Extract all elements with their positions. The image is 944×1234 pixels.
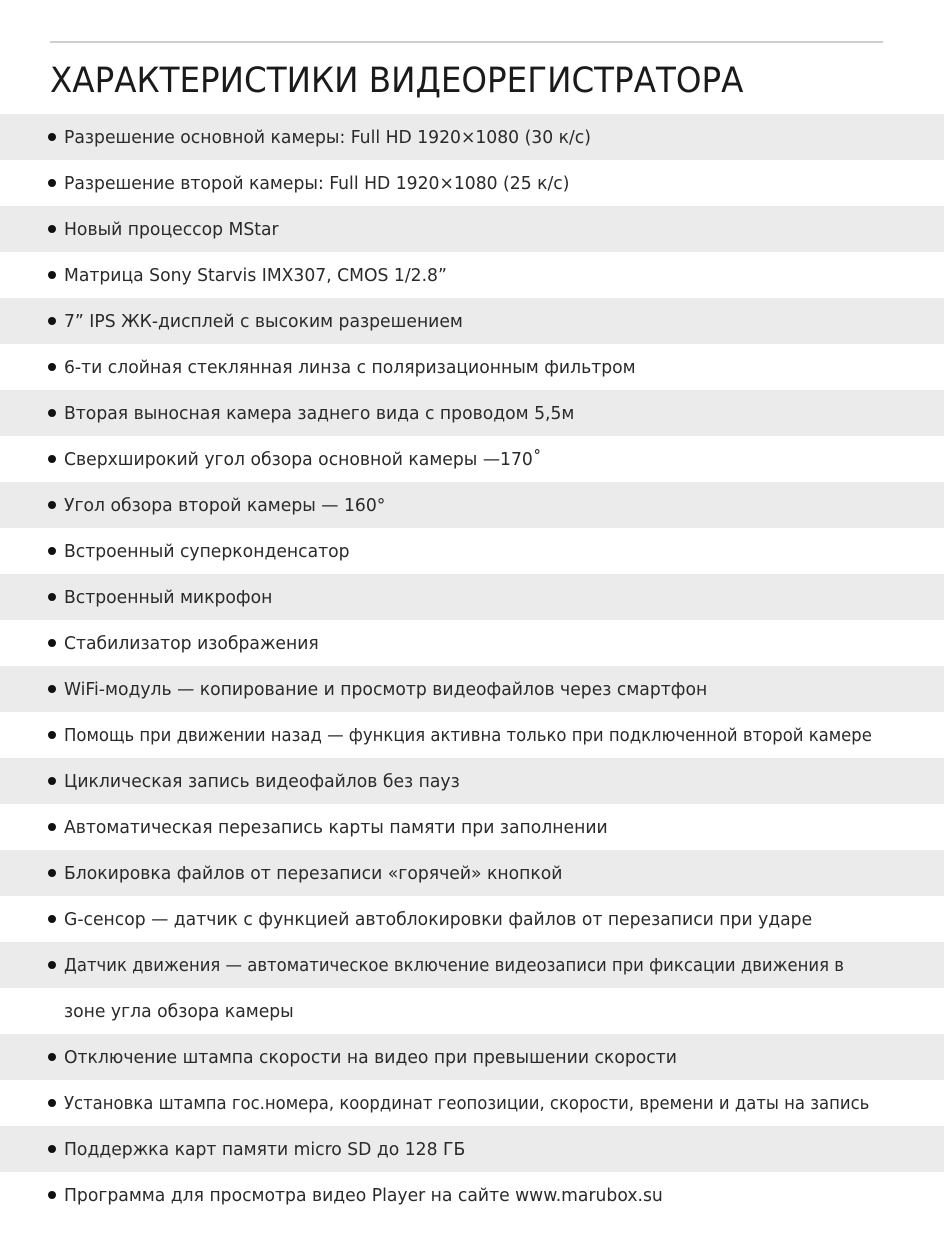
bullet-icon bbox=[48, 133, 56, 141]
spec-item bbox=[0, 942, 944, 988]
spec-item bbox=[0, 206, 944, 252]
spec-text: Угол обзора второй камеры — 160° bbox=[64, 494, 386, 516]
bullet-icon bbox=[48, 777, 56, 785]
spec-item bbox=[0, 896, 944, 942]
bullet-icon bbox=[48, 455, 56, 463]
spec-text: 7” IPS ЖК-дисплей с высоким разрешением bbox=[64, 310, 463, 332]
spec-item bbox=[0, 252, 944, 298]
bullet-icon bbox=[48, 409, 56, 417]
spec-text: Датчик движения — автоматическое включение видеозаписи при фиксации движения в bbox=[64, 954, 844, 976]
spec-text: Вторая выносная камера заднего вида с проводом 5,5м bbox=[64, 402, 575, 424]
spec-text: Новый процессор MStar bbox=[64, 218, 279, 240]
spec-item bbox=[0, 712, 944, 758]
spec-text: Автоматическая перезапись карты памяти при заполнении bbox=[64, 816, 608, 838]
spec-item bbox=[0, 620, 944, 666]
spec-item bbox=[0, 482, 944, 528]
spec-text: Установка штампа гос.номера, координат геопозиции, скорости, времени и даты на запись bbox=[64, 1092, 870, 1114]
bullet-icon bbox=[48, 547, 56, 555]
spec-item bbox=[0, 160, 944, 206]
spec-text: Встроенный суперконденсатор bbox=[64, 540, 350, 562]
spec-text: 6-ти слойная стеклянная линза с поляризационным фильтром bbox=[64, 356, 636, 378]
spec-text: Стабилизатор изображения bbox=[64, 632, 319, 654]
bullet-icon bbox=[48, 1191, 56, 1199]
spec-text: G-сенсор — датчик с функцией автоблокировки файлов от перезаписи при ударе bbox=[64, 908, 813, 930]
spec-item bbox=[0, 1080, 944, 1126]
spec-item bbox=[0, 114, 944, 160]
spec-text: Программа для просмотра видео Player на сайте www.marubox.su bbox=[64, 1184, 663, 1206]
spec-text: Отключение штампа скорости на видео при превышении скорости bbox=[64, 1046, 677, 1068]
spec-text: Циклическая запись видеофайлов без пауз bbox=[64, 770, 460, 792]
spec-item bbox=[0, 1034, 944, 1080]
page-title: ХАРАКТЕРИСТИКИ ВИДЕОРЕГИСТРАТОРА bbox=[50, 61, 744, 101]
spec-item bbox=[0, 1126, 944, 1172]
bullet-icon bbox=[48, 501, 56, 509]
spec-text: Помощь при движении назад — функция активна только при подключенной второй камере bbox=[64, 724, 872, 746]
spec-text: Поддержка карт памяти micro SD до 128 ГБ bbox=[64, 1138, 466, 1160]
spec-text: Разрешение основной камеры: Full HD 1920×1080 (30 к/с) bbox=[64, 126, 591, 148]
bullet-icon bbox=[48, 271, 56, 279]
spec-text: Разрешение второй камеры: Full HD 1920×1080 (25 к/с) bbox=[64, 172, 570, 194]
bullet-icon bbox=[48, 869, 56, 877]
spec-item bbox=[0, 436, 944, 482]
spec-text: Сверхширокий угол обзора основной камеры —170˚ bbox=[64, 448, 542, 470]
bullet-icon bbox=[48, 1099, 56, 1107]
bullet-icon bbox=[48, 225, 56, 233]
spec-item bbox=[0, 804, 944, 850]
bullet-icon bbox=[48, 915, 56, 923]
spec-item bbox=[0, 528, 944, 574]
bullet-icon bbox=[48, 179, 56, 187]
spec-item bbox=[0, 298, 944, 344]
spec-text: WiFi-модуль — копирование и просмотр видеофайлов через смартфон bbox=[64, 678, 708, 700]
spec-item bbox=[0, 666, 944, 712]
spec-text: Блокировка файлов от перезаписи «горячей» кнопкой bbox=[64, 862, 563, 884]
spec-item bbox=[0, 574, 944, 620]
spec-item bbox=[0, 758, 944, 804]
spec-text: зоне угла обзора камеры bbox=[64, 1000, 294, 1022]
bullet-icon bbox=[48, 1145, 56, 1153]
bullet-icon bbox=[48, 961, 56, 969]
spec-item bbox=[0, 344, 944, 390]
bullet-icon bbox=[48, 685, 56, 693]
bullet-icon bbox=[48, 823, 56, 831]
bullet-icon bbox=[48, 317, 56, 325]
bullet-icon bbox=[48, 639, 56, 647]
spec-text: Встроенный микрофон bbox=[64, 586, 273, 608]
spec-item bbox=[0, 390, 944, 436]
spec-text: Матрица Sony Starvis IMX307, CMOS 1/2.8” bbox=[64, 264, 447, 286]
top-divider bbox=[50, 41, 883, 43]
spec-list bbox=[0, 114, 944, 1218]
bullet-icon bbox=[48, 731, 56, 739]
bullet-icon bbox=[48, 363, 56, 371]
bullet-icon bbox=[48, 1053, 56, 1061]
spec-item bbox=[0, 1172, 944, 1218]
spec-item bbox=[0, 850, 944, 896]
bullet-icon bbox=[48, 593, 56, 601]
spec-item-continuation bbox=[0, 988, 944, 1034]
